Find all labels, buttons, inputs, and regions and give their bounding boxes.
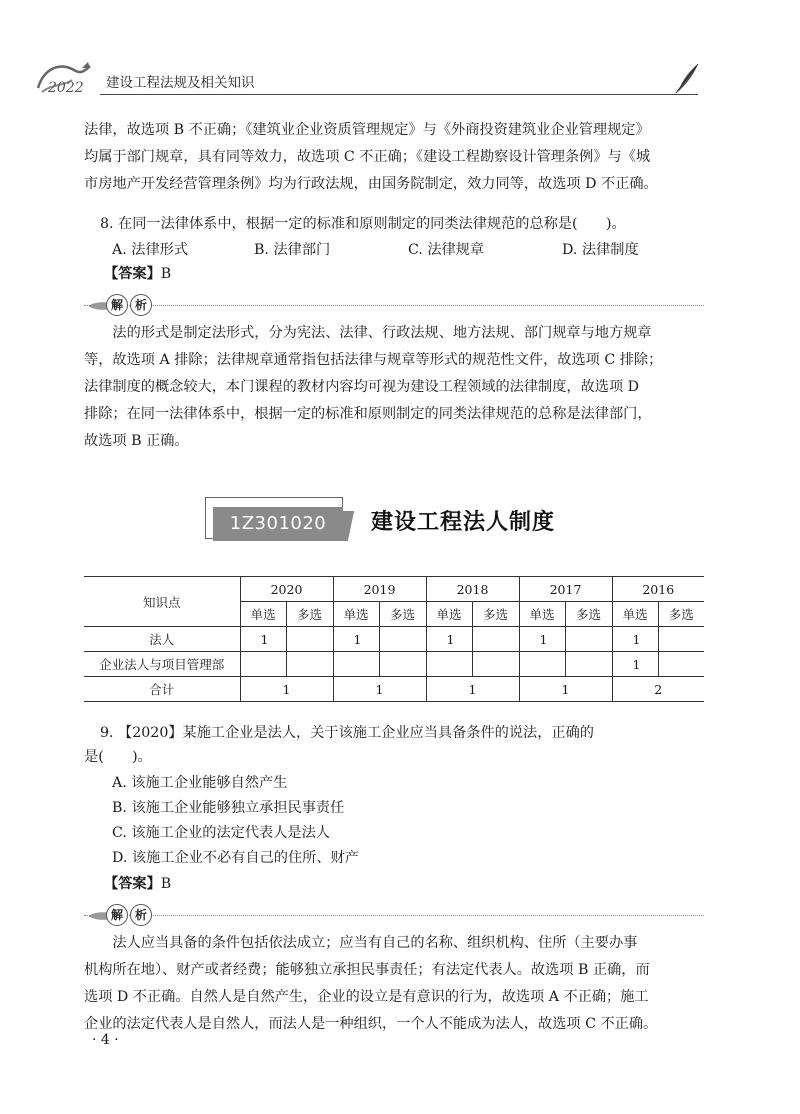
year-header: 2020 — [240, 577, 333, 602]
answer-label: 【答案】 — [104, 876, 161, 892]
option-d: D. 法律制度 — [562, 242, 639, 258]
option-c: C. 法律规章 — [408, 242, 485, 258]
text-line: 机构所在地）、财产或者经费；能够独立承担民事责任；有法定代表人。故选项 B 正确，而 — [84, 962, 650, 978]
analysis-badge-2: 析 — [130, 904, 152, 926]
question-8-answer — [104, 263, 171, 283]
question-8-options — [112, 239, 672, 261]
subheader-single: 单选 — [426, 602, 472, 627]
table-row — [84, 627, 704, 652]
year-header: 2018 — [426, 577, 519, 602]
answer-value: B — [160, 876, 172, 892]
subheader-multi: 多选 — [565, 602, 612, 627]
table-corner-cell: 知识点 — [84, 577, 240, 627]
subheader-single: 单选 — [612, 602, 658, 627]
text-line: 故选项 B 正确。 — [84, 433, 189, 449]
subheader-multi: 多选 — [379, 602, 426, 627]
table-cell — [379, 627, 426, 652]
option-a: A. 该施工企业能够自然产生 — [112, 775, 288, 791]
option-c: C. 该施工企业的法定代表人是法人 — [112, 825, 330, 841]
table-cell — [379, 652, 426, 677]
table-cell: 1 — [240, 627, 286, 652]
answer-value: B — [160, 266, 172, 282]
table-cell — [658, 627, 704, 652]
question-8-stem: 8. 在同一法律体系中，根据一定的标准和原则制定的同类法律规范的总称是( )。 — [100, 216, 626, 232]
table-header-row — [84, 577, 704, 602]
page-number: · 4 · — [92, 1032, 119, 1048]
analysis-heading — [84, 293, 704, 319]
question-8-analysis — [84, 320, 704, 455]
table-cell — [426, 652, 472, 677]
header-title: 建设工程法规及相关知识 — [106, 75, 255, 91]
question-9-stem: 9. 【2020】某施工企业是法人，关于该施工企业应当具备条件的说法，正确的 — [100, 725, 594, 741]
table-cell — [472, 652, 519, 677]
intro-paragraph — [84, 117, 704, 198]
subheader-single: 单选 — [519, 602, 565, 627]
question-9-stem-cont: 是( )。 — [84, 749, 152, 765]
table-cell: 1 — [426, 627, 472, 652]
row-label: 法人 — [84, 627, 240, 652]
table-cell: 1 — [612, 652, 658, 677]
subheader-single: 单选 — [240, 602, 286, 627]
header-rule — [100, 94, 698, 95]
table-total-row — [84, 677, 704, 702]
subheader-single: 单选 — [333, 602, 379, 627]
question-9-answer — [104, 873, 171, 893]
logo-year: 2022 — [48, 80, 84, 96]
text-line: 法人应当具备的条件包括依法成立；应当有自己的名称、组织机构、住所（主要办事 — [112, 935, 638, 951]
option-b: B. 该施工企业能够独立承担民事责任 — [112, 800, 345, 816]
text-line: 市房地产开发经营管理条例》均为行政法规，由国务院制定，效力同等，故选项 D 不正确。 — [84, 176, 658, 192]
table-cell: 1 — [333, 627, 379, 652]
table-row — [84, 652, 704, 677]
section-code: 1Z301020 — [213, 507, 343, 541]
table-cell — [565, 627, 612, 652]
table-cell — [658, 652, 704, 677]
analysis-badge-1: 解 — [106, 904, 128, 926]
text-line: 选项 D 不正确。自然人是自然产生，企业的设立是有意识的行为，故选项 A 不正确；施工 — [84, 989, 649, 1005]
section-title: 建设工程法人制度 — [371, 510, 556, 535]
year-header: 2019 — [333, 577, 426, 602]
subheader-multi: 多选 — [658, 602, 704, 627]
subheader-multi: 多选 — [286, 602, 333, 627]
table-cell — [472, 627, 519, 652]
analysis-badge-1: 解 — [106, 294, 128, 316]
text-line: 法律制度的概念较大，本门课程的教材内容均可视为建设工程领域的法律制度，故选项 D — [84, 379, 640, 395]
total-label: 合计 — [84, 677, 240, 702]
text-line: 企业的法定代表人是自然人，而法人是一种组织，一个人不能成为法人，故选项 C 不正确。 — [84, 1016, 658, 1032]
quill-icon — [674, 62, 700, 94]
analysis-badge-2: 析 — [130, 294, 152, 316]
subheader-multi: 多选 — [472, 602, 519, 627]
text-line: 等，故选项 A 排除；法律规章通常指包括法律与规章等形式的规范性文件，故选项 C 排除； — [84, 352, 663, 368]
year-header: 2016 — [612, 577, 704, 602]
option-a: A. 法律形式 — [112, 242, 189, 258]
section-heading — [205, 497, 605, 547]
table-cell — [565, 652, 612, 677]
table-cell: 1 — [612, 627, 658, 652]
total-cell: 1 — [333, 677, 426, 702]
total-cell: 1 — [426, 677, 519, 702]
table-cell — [519, 652, 565, 677]
table-cell — [333, 652, 379, 677]
row-label: 企业法人与项目管理部 — [84, 652, 240, 677]
option-b: B. 法律部门 — [254, 242, 331, 258]
knowledge-point-table — [84, 576, 704, 702]
total-cell: 1 — [519, 677, 612, 702]
total-cell: 1 — [240, 677, 333, 702]
question-9-analysis — [84, 930, 704, 1038]
table-cell — [240, 652, 286, 677]
table-cell: 1 — [519, 627, 565, 652]
text-line: 法律，故选项 B 不正确；《建筑业企业资质管理规定》与《外商投资建筑业企业管理规定》 — [84, 122, 650, 138]
text-line: 排除；在同一法律体系中，根据一定的标准和原则制定的同类法律规范的总称是法律部门， — [84, 406, 652, 422]
answer-label: 【答案】 — [104, 266, 161, 282]
analysis-heading — [84, 903, 704, 929]
text-line: 均属于部门规章，具有同等效力，故选项 C 不正确；《建设工程勘察设计管理条例》与《城 — [84, 149, 651, 165]
option-d: D. 该施工企业不必有自己的住所、财产 — [112, 850, 359, 866]
text-line: 法的形式是制定法形式，分为宪法、法律、行政法规、地方法规、部门规章与地方规章 — [112, 325, 652, 341]
table-cell — [286, 652, 333, 677]
table-cell — [286, 627, 333, 652]
total-cell: 2 — [612, 677, 704, 702]
year-header: 2017 — [519, 577, 612, 602]
